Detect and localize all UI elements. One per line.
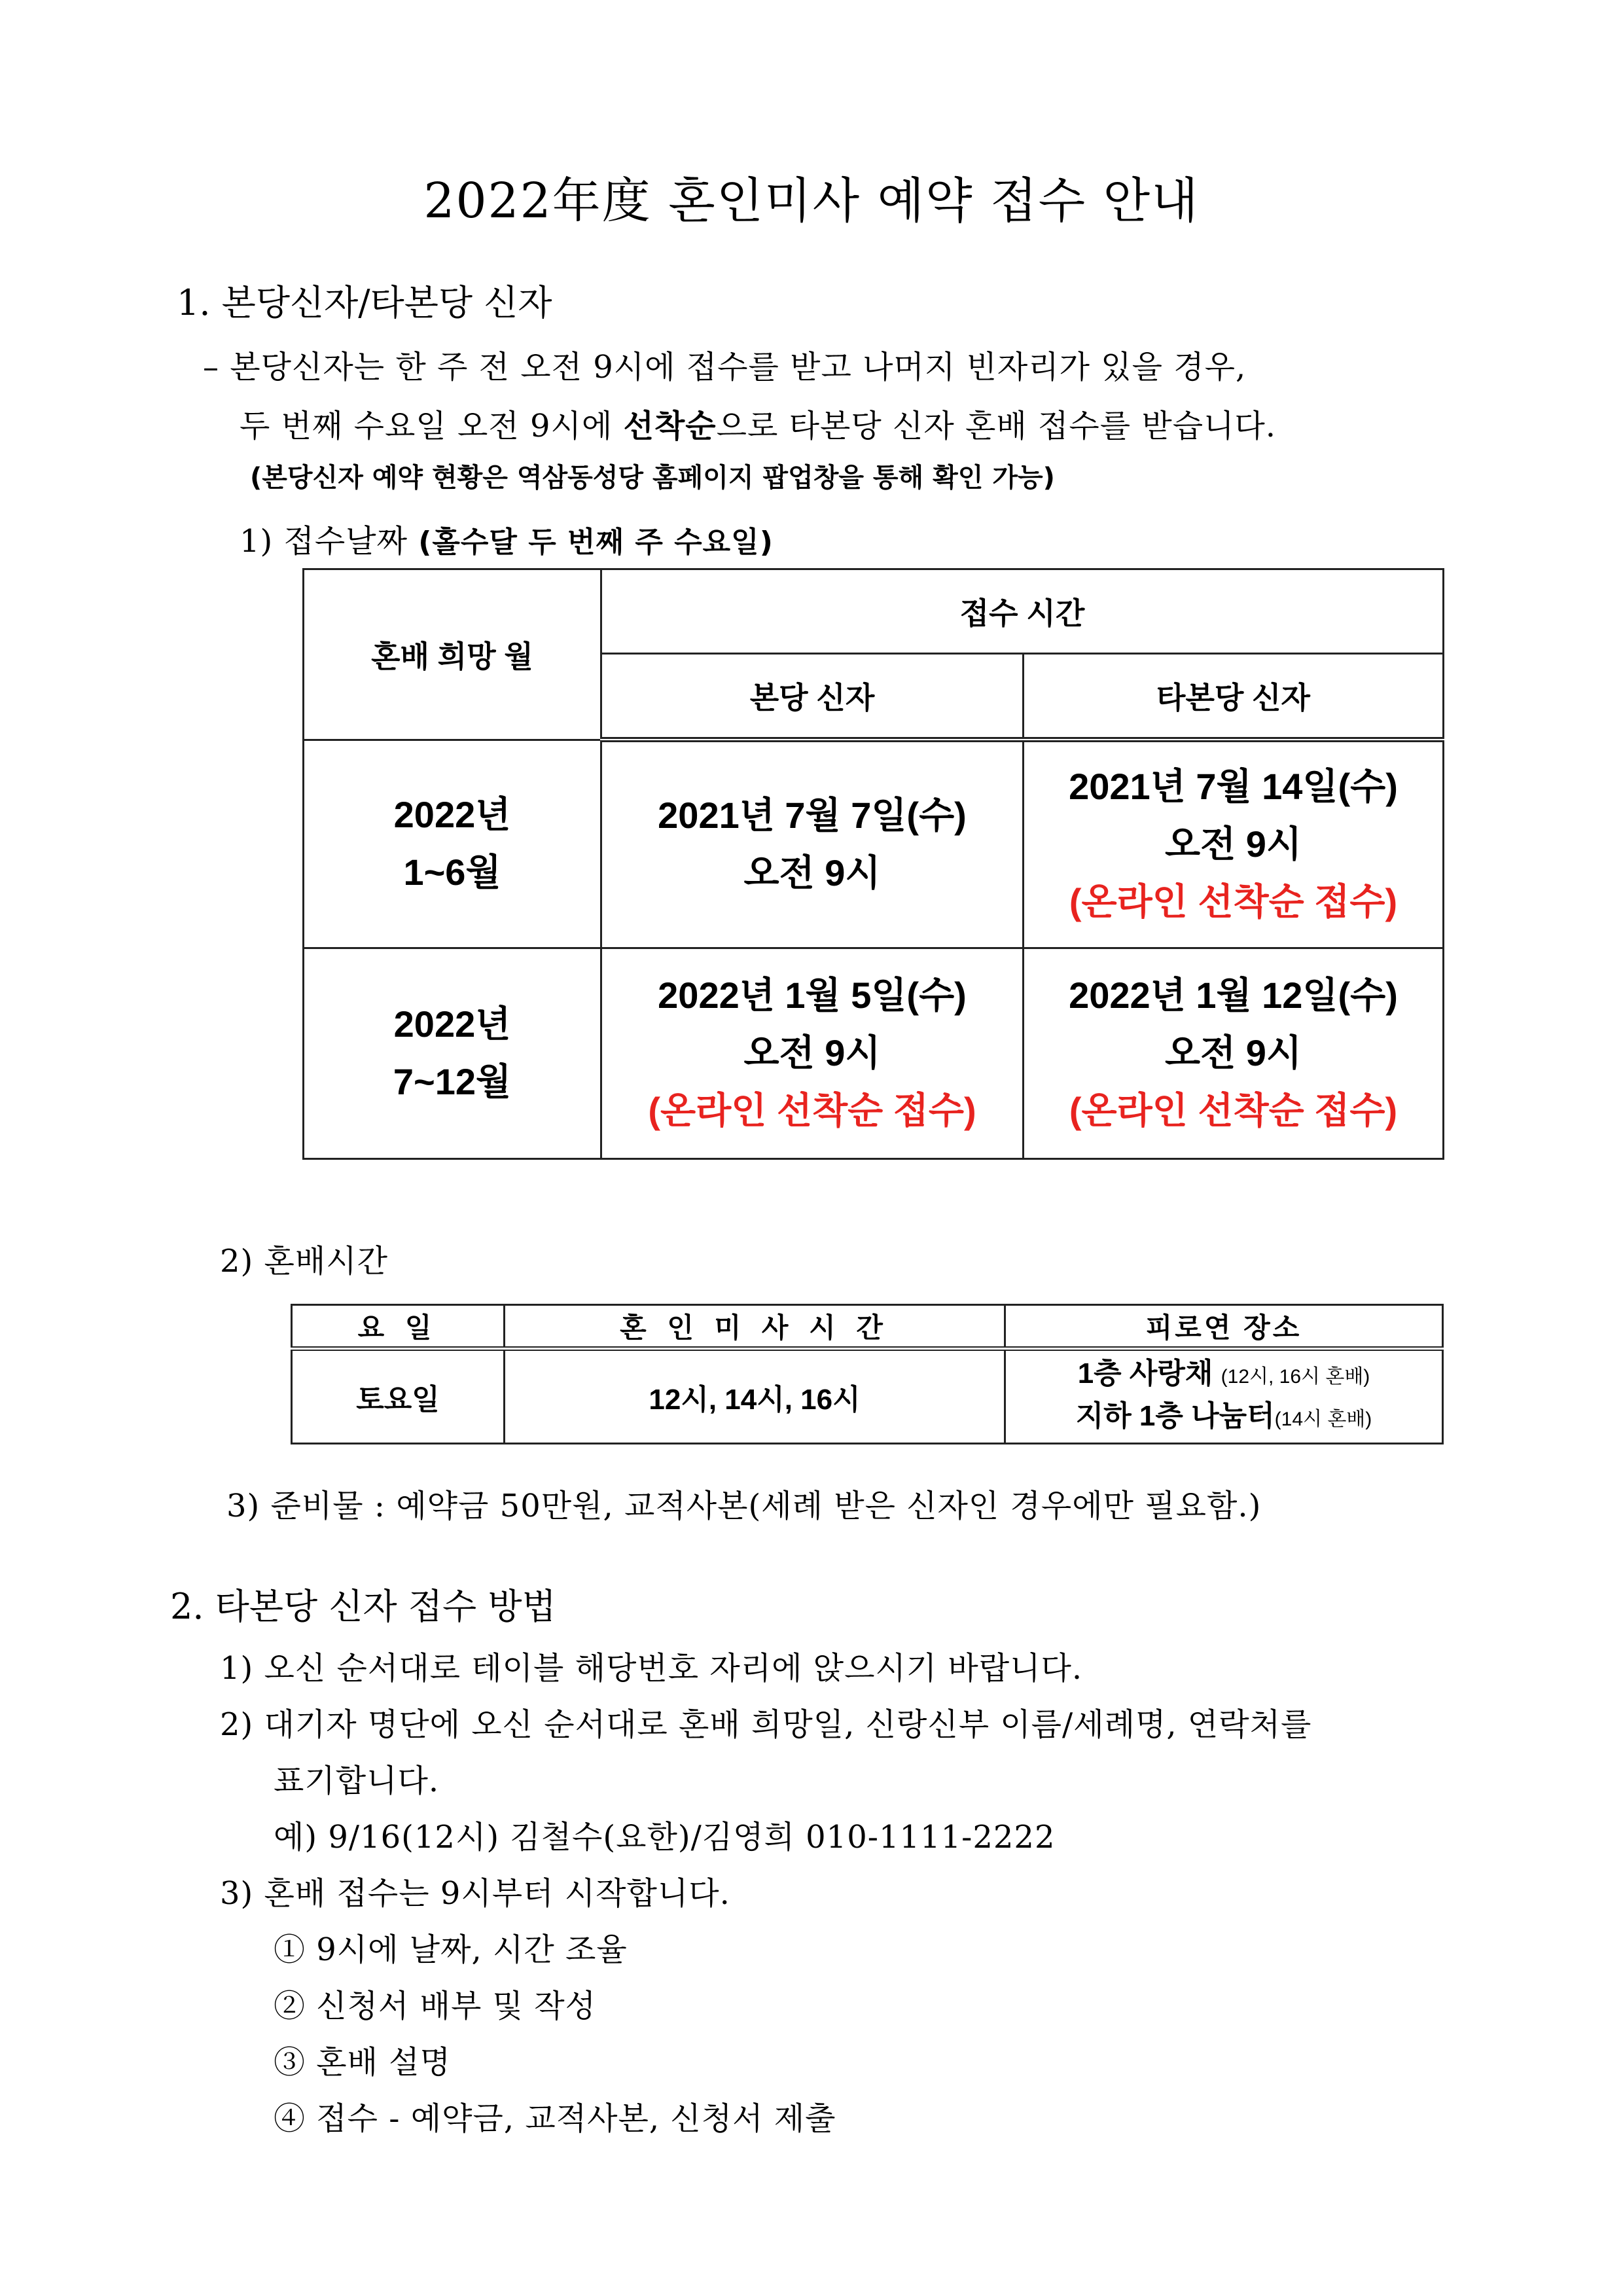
place2-note: (14시 혼배) bbox=[1274, 1408, 1372, 1430]
place1-name: 1층 사랑채 bbox=[1077, 1357, 1213, 1390]
parish-date: 2022년 1월 5일(수) bbox=[658, 975, 967, 1016]
section2-item2: 2) 대기자 명단에 오신 순서대로 혼배 희망일, 신랑신부 이름/세례명, 연락처를 bbox=[220, 1706, 1312, 1743]
section1-heading: 1. 본당신자/타본당 신자 bbox=[177, 282, 552, 323]
col-time-header: 접수 시간 bbox=[601, 569, 1444, 654]
section2-item3: 3) 혼배 접수는 9시부터 시작합니다. bbox=[220, 1875, 730, 1912]
day-cell: 토요일 bbox=[292, 1349, 505, 1444]
month-line1: 2022년 bbox=[393, 1003, 511, 1045]
step-1: ① 9시에 날짜, 시간 조율 bbox=[274, 1931, 628, 1968]
col-other-header: 타본당 신자 bbox=[1024, 654, 1444, 740]
place1-note: (12시, 16시 혼배) bbox=[1221, 1366, 1370, 1388]
month-line2: 7~12월 bbox=[393, 1061, 512, 1102]
sub1-label: 1) 접수날짜 bbox=[240, 523, 419, 560]
document-title: 2022年度 혼인미사 예약 접수 안내 bbox=[423, 173, 1200, 229]
wedding-time-table bbox=[291, 1304, 1444, 1444]
online-first-come-note: (온라인 선착순 접수) bbox=[1069, 881, 1398, 923]
reception-place-cell bbox=[1005, 1349, 1443, 1444]
place2-name: 지하 1층 나눔터 bbox=[1075, 1400, 1275, 1432]
other-date: 2022년 1월 12일(수) bbox=[1069, 975, 1398, 1016]
parish-cell bbox=[601, 740, 1024, 948]
mass-times-cell: 12시, 14시, 16시 bbox=[505, 1349, 1005, 1444]
month-cell bbox=[304, 740, 601, 948]
step-2: ② 신청서 배부 및 작성 bbox=[274, 1988, 596, 2024]
col-mass-header: 혼 인 미 사 시 간 bbox=[505, 1305, 1005, 1349]
sub3-preparation: 3) 준비물 : 예약금 50만원, 교적사본(세례 받은 신자인 경우에만 필요함.) bbox=[226, 1488, 1262, 1524]
month-line1: 2022년 bbox=[393, 794, 511, 835]
col-month-header: 혼배 희망 월 bbox=[304, 569, 601, 740]
sub1-bold: (홀수달 두 번째 주 수요일) bbox=[418, 526, 774, 559]
other-cell bbox=[1024, 948, 1444, 1158]
parish-time: 오전 9시 bbox=[743, 1032, 881, 1073]
table-row bbox=[304, 948, 1444, 1158]
col-day-header: 요 일 bbox=[292, 1305, 505, 1349]
reservation-note: (본당신자 예약 현황은 역삼동성당 홈페이지 팝업창을 통해 확인 가능) bbox=[250, 463, 1055, 493]
parish-cell bbox=[601, 948, 1024, 1158]
section2-example: 예) 9/16(12시) 김철수(요한)/김영희 010-1111-2222 bbox=[274, 1819, 1056, 1856]
reception-schedule-table bbox=[302, 568, 1444, 1160]
step-4: ④ 접수 - 예약금, 교적사본, 신청서 제출 bbox=[274, 2100, 836, 2137]
section1-line1: – 본당신자는 한 주 전 오전 9시에 접수를 받고 나머지 빈자리가 있을 경우, bbox=[203, 349, 1247, 386]
line2-post: 으로 타본당 신자 혼배 접수를 받습니다. bbox=[716, 408, 1277, 444]
online-first-come-note: (온라인 선착순 접수) bbox=[648, 1090, 976, 1131]
other-time: 오전 9시 bbox=[1165, 823, 1302, 865]
table-row bbox=[292, 1349, 1443, 1444]
col-parish-header: 본당 신자 bbox=[601, 654, 1024, 740]
other-date: 2021년 7월 14일(수) bbox=[1069, 766, 1398, 808]
place1 bbox=[1007, 1354, 1441, 1397]
place2 bbox=[1007, 1397, 1441, 1439]
line2-bold: 선착순 bbox=[623, 408, 717, 444]
col-place-header: 피로연 장소 bbox=[1005, 1305, 1443, 1349]
month-line2: 1~6월 bbox=[403, 852, 501, 893]
month-cell bbox=[304, 948, 601, 1158]
parish-date: 2021년 7월 7일(수) bbox=[658, 795, 967, 836]
other-cell bbox=[1024, 740, 1444, 948]
step-3: ③ 혼배 설명 bbox=[274, 2044, 451, 2081]
section1-line2 bbox=[240, 401, 1276, 446]
section2-item1: 1) 오신 순서대로 테이블 해당번호 자리에 앉으시기 바랍니다. bbox=[220, 1650, 1083, 1687]
table-row bbox=[304, 740, 1444, 948]
section2-heading: 2. 타본당 신자 접수 방법 bbox=[170, 1586, 556, 1627]
line2-pre: 두 번째 수요일 오전 9시에 bbox=[240, 408, 624, 444]
other-time: 오전 9시 bbox=[1165, 1032, 1302, 1073]
parish-time: 오전 9시 bbox=[743, 852, 881, 894]
sub2-heading: 2) 혼배시간 bbox=[220, 1243, 388, 1280]
sub1-heading bbox=[240, 516, 774, 561]
online-first-come-note: (온라인 선착순 접수) bbox=[1069, 1090, 1398, 1131]
section2-item2-cont: 표기합니다. bbox=[274, 1763, 440, 1799]
